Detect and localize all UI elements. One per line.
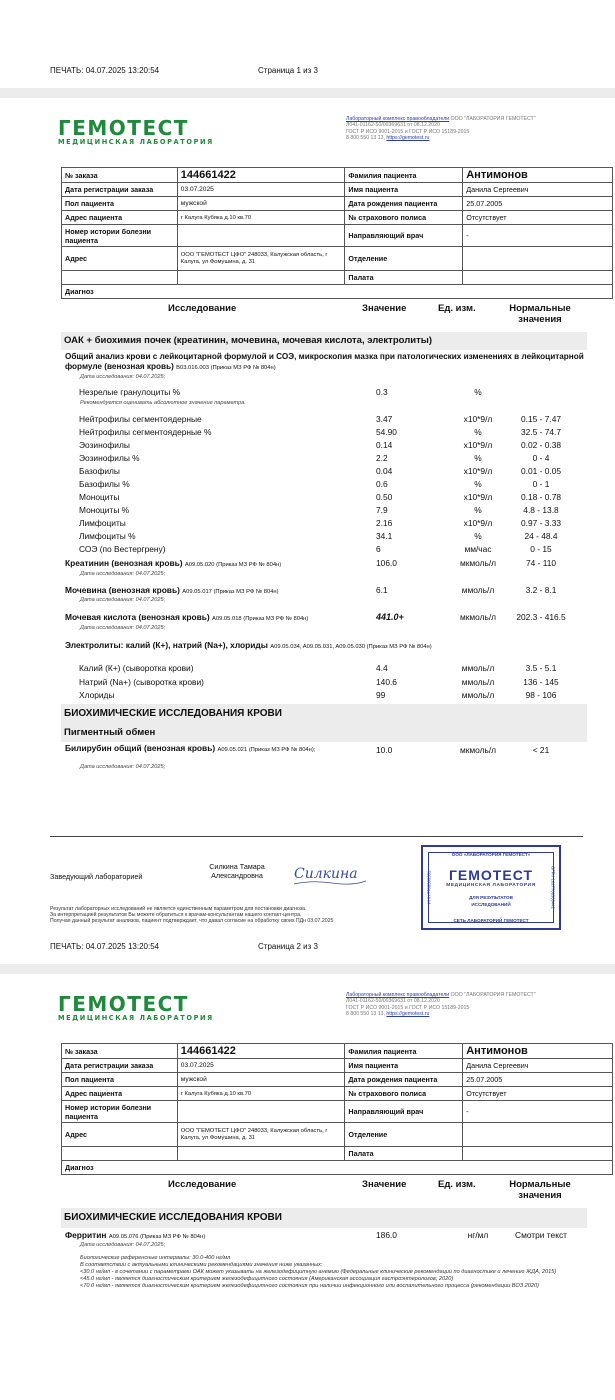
column-value: Значение (362, 303, 407, 314)
table-row: Незрелые гранулоциты % 0.3 % (79, 387, 482, 397)
urea-row: Мочевина (венозная кровь) A09.05.017 (Приказ МЗ РФ № 804н) 6.1 ммоль/л 3.2 - 8.1 (65, 585, 557, 595)
license-block: Лабораторный комплекс правообладатели ООО "ЛАБОРАТОРИЯ ГЕМОТЕСТ" Л041-01162-50/00369631 от 08.12.2020 ГОСТ Р ИСО 9001-2015 и ГОСТ Р ИСО 15189-2015 8 800 550 13 13, https://gemotest.ru (346, 116, 536, 142)
ferritin-row: Ферритин A09.05.076 (Приказ МЗ РФ № 804н) 186.0 нг/мл Смотри текст (65, 1230, 567, 1240)
page-separator (0, 964, 615, 974)
signature: Силкина (294, 866, 358, 882)
recommendation-note: Рекомендуется оценивать абсолютное значение параметра. (80, 400, 246, 406)
head-label: Заведующий лабораторией (50, 872, 143, 881)
ferritin-notes: Биологические референсные интервалы: 30.0-400 нг/мл В соответствии с актуальными клиническими рекомендациями значения ниже указанных: <30.0 нг/мл - в сочетании с параметрами ОАК может указывать на железодефицитную анемию (Федеральные клинические рекомендации по диагностике и лечению ЖДА, 2015) <45.0 нг/мл - является диагностическим критерием железодефицитного состояния (Американская ассоциация гастроэнтерологов, 2020) <70.0 нг/мл - является диагностическим критерием железодефицитного состояния при наличии инфекционного или воспалительного процесса (рекомендации ВОЗ 2020) (80, 1255, 557, 1289)
logo (58, 118, 214, 146)
page-number: Страница 1 из 3 (258, 66, 318, 75)
panel-title: ОАК + биохимия почек (креатинин, мочевина, мочевая кислота, электролиты) (61, 332, 587, 350)
table-row: Базофилы % 0.6 % 0 - 1 (79, 479, 550, 489)
license-block: Лабораторный комплекс правообладатели ООО "ЛАБОРАТОРИЯ ГЕМОТЕСТ" Л041-01162-50/00369631 от 08.12.2020 ГОСТ Р ИСО 9001-2015 и ГОСТ Р ИСО 15189-2015 8 800 550 13 13, https://gemotest.ru (346, 992, 536, 1018)
section-biochem: БИОХИМИЧЕСКИЕ ИССЛЕДОВАНИЯ КРОВИ (61, 1208, 587, 1228)
creatinine-row: Креатинин (венозная кровь) A09.05.020 (Приказ МЗ РФ № 804н) 106.0 мкмоль/л 74 - 110 (65, 558, 557, 568)
logo-sub-text: МЕДИЦИНСКАЯ ЛАБОРАТОРИЯ (58, 138, 214, 146)
print-timestamp: ПЕЧАТЬ: 04.07.2025 13:20:54 (50, 942, 160, 951)
logo: ГЕМОТЕСТ МЕДИЦИНСКАЯ ЛАБОРАТОРИЯ (58, 992, 214, 1022)
cbc-title: Общий анализ крови с лейкоцитарной формулой и СОЭ, микроскопия мазка при патологических изменениях в лейкоцитарной формуле (венозная кровь) B03.016.003 (Приказ МЗ РФ № 804н) (65, 352, 584, 371)
abnormal-value: 441.0+ (376, 612, 404, 622)
table-row: Эозинофилы 0.14 x10*9/л 0.02 - 0.38 (79, 440, 562, 450)
patient-lastname: Антимонов (466, 169, 528, 181)
website-link[interactable]: https://gemotest.ru (386, 135, 430, 142)
bilirubin-name: Билирубин общий (венозная кровь) A09.05.021 (Приказ МЗ РФ № 804н); (65, 743, 316, 753)
section-pigment: Пигментный обмен (61, 724, 587, 742)
table-row: Базофилы 0.04 x10*9/л 0.01 - 0.05 (79, 466, 562, 476)
signature-underline (292, 878, 368, 888)
page-separator (0, 88, 615, 98)
table-row: Лимфоциты % 34.1 % 24 - 48.4 (79, 531, 558, 541)
table-row: Натрий (Na+) (сыворотка крови) 140.6 ммоль/л 136 - 145 (79, 677, 559, 687)
section-biochem: БИОХИМИЧЕСКИЕ ИССЛЕДОВАНИЯ КРОВИ (61, 704, 587, 724)
study-date: Дата исследования: 04.07.2025; (80, 374, 166, 380)
table-row: Моноциты % 7.9 % 4.8 - 13.8 (79, 505, 559, 515)
column-norm: Нормальные значения (509, 303, 571, 325)
table-row: Эозинофилы % 2.2 % 0 - 4 (79, 453, 550, 463)
column-test: Исследование (168, 303, 237, 314)
table-row: Моноциты 0.50 x10*9/л 0.18 - 0.78 (79, 492, 562, 502)
column-unit: Ед. изм. (438, 303, 476, 314)
print-timestamp: ПЕЧАТЬ: 04.07.2025 13:20:54 (50, 66, 160, 75)
uric-acid-row: Мочевая кислота (венозная кровь) A09.05.018 (Приказ МЗ РФ № 804н) 441.0+ мкмоль/л 202.3 - 416.5 (65, 612, 566, 622)
footer-notes: Результат лабораторных исследований не является единственным параметром для постановки диагноза. За интерпретацией результатов Вы можете обратиться к врачам-консультантам нашего контакт-центра. Получая данный результат анализов, пациент подтверждает, что давал согласие на обработку своих ПДн 03.07.2025 (50, 906, 334, 925)
license-link[interactable]: Лабораторный комплекс правообладатели (346, 116, 450, 122)
patient-info-table: № заказа 144661422 Фамилия пациента Антимонов Дата регистрации заказа 03.07.2025 Имя пациента Данила Сергеевич Пол пациента мужской Дата рождения пациента 25.07.2005 Адрес пациента г Калуга Кубяка д.10 кв.70 № страхового полиса Отсутствует Номер истории болезни пациента Направляющий врач - Адрес ООО "ГЕМОТЕСТ ЦФО" 248033, Калужская область, г Калуга, ул Фомушина, д. 31 Отделение Палата Диагноз (61, 167, 613, 299)
footer-divider (50, 836, 583, 837)
page-number: Страница 2 из 3 (258, 942, 318, 951)
bilirubin-row: 10.0 мкмоль/л < 21 (376, 745, 550, 755)
table-row: Лимфоциты 2.16 x10*9/л 0.97 - 3.33 (79, 518, 562, 528)
table-row: Калий (К+) (сыворотка крови) 4.4 ммоль/л 3.5 - 5.1 (79, 663, 557, 673)
electrolytes-title: Электролиты: калий (К+), натрий (Na+), хлориды A09.05.034, A09.05.031, A09.05.030 (Приказ МЗ РФ № 804н) (65, 640, 432, 650)
table-row: Нейтрофилы сегментоядерные % 54.90 % 32.5 - 74.7 (79, 427, 562, 437)
patient-info-table: № заказа 144661422 Фамилия пациента Антимонов Дата регистрации заказа 03.07.2025 Имя пациента Данила Сергеевич Пол пациента мужской Дата рождения пациента 25.07.2005 Адрес пациента г Калуга Кубяка д.10 кв.70 № страхового полиса Отсутствует Номер истории болезни пациента Направляющий врач - Адрес ООО "ГЕМОТЕСТ ЦФО" 248033, Калужская область, г Калуга, ул Фомушина, д. 31 Отделение Палата Диагноз (61, 1043, 613, 1175)
head-name: Силкина Тамара Александровна (209, 862, 265, 880)
logo-main-text: ГЕМОТЕСТ (58, 116, 189, 140)
order-number: 144661422 (180, 169, 236, 181)
table-row: Хлориды 99 ммоль/л 98 - 106 (79, 690, 557, 700)
table-row: Нейтрофилы сегментоядерные 3.47 x10*9/л 0.15 - 7.47 (79, 414, 562, 424)
lab-stamp: ООО «ЛАБОРАТОРИЯ ГЕМОТЕСТ» ГЕМОТЕСТ МЕДИЦИНСКАЯ ЛАБОРАТОРИЯ ДЛЯ РЕЗУЛЬТАТОВ ИССЛЕДОВАНИЙ СЕТЬ ЛАБОРАТОРИЙ ГЕМОТЕСТ ИНН 7708583531 ОГРН 1027700500442 (421, 845, 561, 930)
table-row: СОЭ (по Вестергрену) 6 мм/час 0 - 15 (79, 544, 552, 554)
